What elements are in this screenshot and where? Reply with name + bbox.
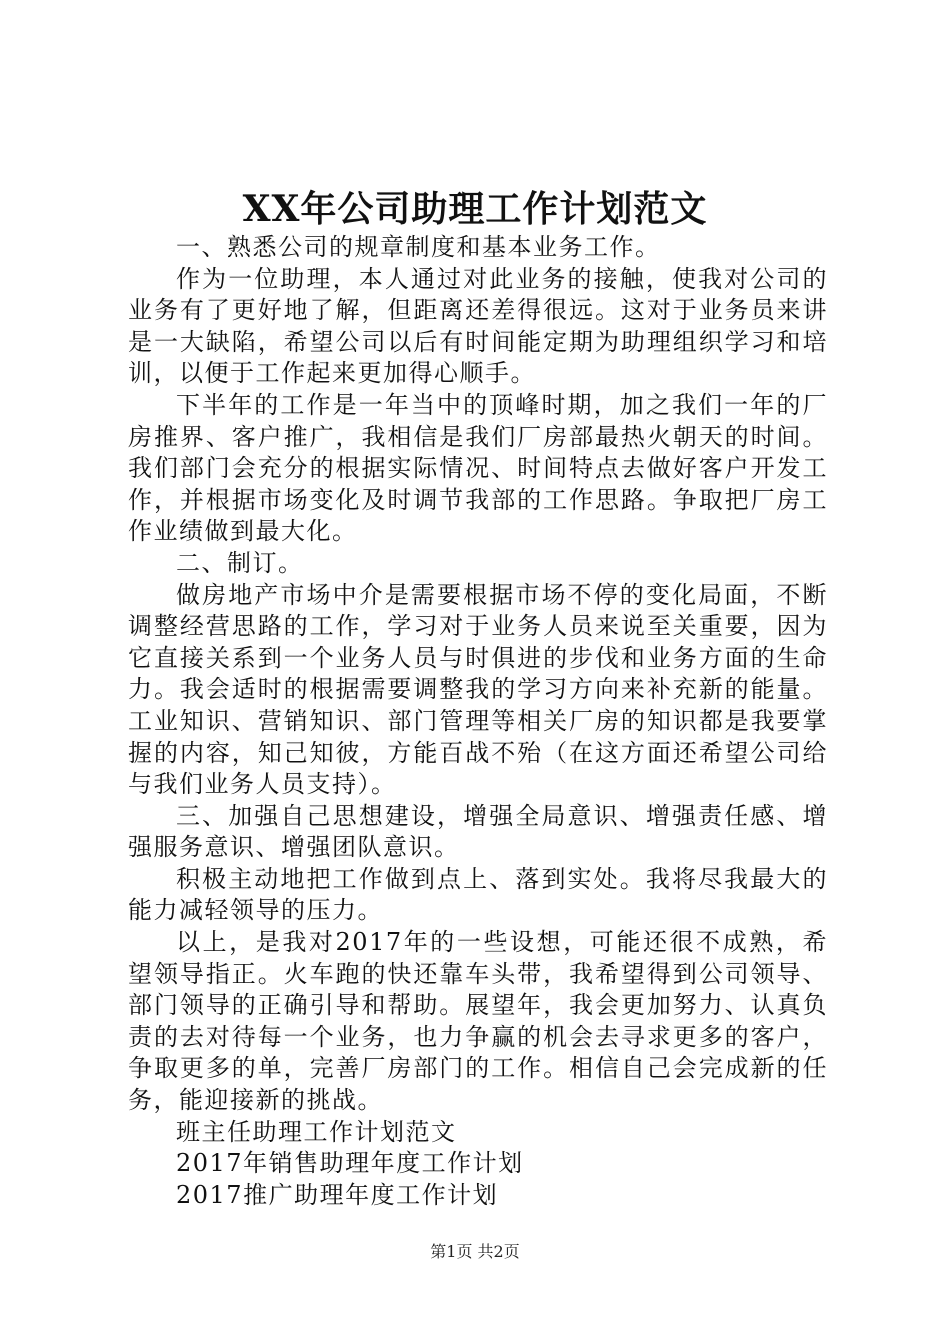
- paragraph: 作为一位助理，本人通过对此业务的接触，使我对公司的业务有了更好地了解，但距离还差得很远。这对于业务员来讲是一大缺陷，希望公司以后有时间能定期为助理组织学习和培训，以便于工作起来更加得心顺手。: [128, 264, 828, 388]
- paragraph: 做房地产市场中介是需要根据市场不停的变化局面，不断调整经营思路的工作，学习对于业务人员来说至关重要，因为它直接关系到一个业务人员与时俱进的步伐和业务方面的生命力。我会适时的根据需要调整我的学习方向来补充新的能量。工业知识、营销知识、部门管理等相关厂房的知识都是我要掌握的内容，知己知彼，方能百战不殆（在这方面还希望公司给与我们业务人员支持）。: [128, 580, 828, 799]
- paragraph-heading-2: 二、制订。: [176, 548, 304, 577]
- page-number-footer: 第1页 共2页: [430, 1242, 520, 1261]
- paragraph: 以上，是我对2017年的一些设想，可能还很不成熟，希望领导指正。火车跑的快还靠车头带，我希望得到公司领导、部门领导的正确引导和帮助。展望年，我会更加努力、认真负责的去对待每一个业务，也力争赢的机会去寻求更多的客户，争取更多的单，完善厂房部门的工作。相信自己会完成新的任务，能迎接新的挑战。: [128, 928, 828, 1115]
- related-articles-list: [128, 1117, 828, 1212]
- paragraph: 积极主动地把工作做到点上、落到实处。我将尽我最大的能力减轻领导的压力。: [128, 864, 828, 925]
- paragraph-heading-1: 一、熟悉公司的规章制度和基本业务工作。: [176, 233, 661, 261]
- paragraph: 下半年的工作是一年当中的顶峰时期，加之我们一年的厂房推界、客户推广，我相信是我们厂房部最热火朝天的时间。我们部门会充分的根据实际情况、时间特点去做好客户开发工作，并根据市场变化及时调节我部的工作思路。争取把厂房工作业绩做到最大化。: [128, 390, 828, 546]
- related-article-item[interactable]: 2017推广助理年度工作计划: [176, 1180, 499, 1209]
- related-article-item[interactable]: 班主任助理工作计划范文: [176, 1117, 457, 1146]
- related-article-item[interactable]: 2017年销售助理年度工作计划: [176, 1149, 524, 1178]
- document-body: [128, 232, 828, 1211]
- paragraph-heading-3: 三、加强自己思想建设，增强全局意识、增强责任感、增强服务意识、增强团队意识。: [128, 801, 828, 862]
- document-title: XX年公司助理工作计划范文: [242, 188, 708, 230]
